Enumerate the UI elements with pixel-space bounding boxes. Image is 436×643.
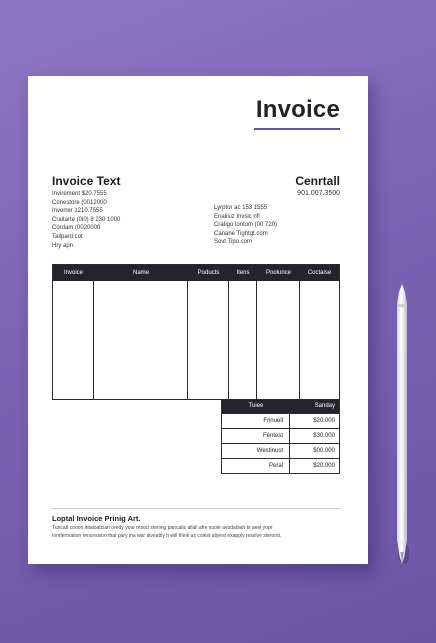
pen-icon <box>395 284 409 566</box>
table-column <box>94 281 188 399</box>
table-column <box>188 281 229 399</box>
sender-line: Conestore (0012000 <box>52 199 107 206</box>
title-underline <box>254 128 340 130</box>
footer-line: Tuncatl conon intaloatcian oredy your mood stening pancalis allali afre suole avodabiah ts aeel yopr <box>52 525 273 531</box>
column-header-cost: Coctaise <box>307 270 332 276</box>
sender-line: Hry apn <box>52 242 74 249</box>
totals-label: Westinust <box>222 444 290 458</box>
totals-header-label: Tuiee <box>248 403 264 409</box>
recipient-line: Cratigo lontom (00 720) <box>214 222 278 229</box>
line-items-table <box>52 264 340 400</box>
totals-row <box>222 458 339 473</box>
table-column <box>300 281 339 399</box>
footer-divider <box>52 508 340 509</box>
column-header-invoice: Invoice <box>63 270 83 276</box>
totals-table <box>221 399 340 474</box>
sender-line: Cordam (0020000 <box>52 225 101 232</box>
column-header-items: Itens <box>236 270 250 276</box>
line-items-body <box>53 281 339 399</box>
recipient-line: Enalisiz Invsic nfl <box>214 213 260 220</box>
totals-label: Peral <box>222 459 290 473</box>
column-header-produce: Poolunce <box>265 270 292 276</box>
sender-heading: Invoice Text <box>52 174 121 188</box>
totals-value: $20.000 <box>313 418 335 424</box>
totals-value: $00.000 <box>313 448 335 454</box>
totals-value: $30.000 <box>313 433 335 439</box>
table-column <box>229 281 257 399</box>
invoice-sheet <box>28 76 368 564</box>
totals-value: $20.000 <box>313 463 335 469</box>
recipient-line: Sovt Tipo.com <box>214 239 253 246</box>
table-column <box>53 281 94 399</box>
recipient-line: Lyrptor ac 153 1555 <box>214 205 268 211</box>
column-header-name: Name <box>132 270 149 276</box>
totals-header <box>222 400 339 413</box>
sender-line: Craitarte (0i0) 8 230 1000 <box>52 216 121 223</box>
footer-text <box>52 525 342 540</box>
column-header-products: Poducts <box>197 270 220 276</box>
totals-row <box>222 413 339 428</box>
table-column <box>257 281 300 399</box>
totals-label: Frinuell <box>222 414 290 428</box>
totals-header-value: Sanday <box>314 403 335 409</box>
sender-line: Invirement $20.7555 <box>52 191 107 197</box>
line-items-header <box>53 265 339 281</box>
totals-label: Fentest <box>222 429 290 443</box>
sender-line: Tallpard.cot <box>52 233 83 240</box>
invoice-title: Invoice <box>255 96 340 123</box>
recipient-line: Canane Tightgt.com <box>214 230 268 237</box>
recipient-address <box>214 204 277 247</box>
sender-line: Inverrer 1210.7555 <box>52 208 103 215</box>
totals-row <box>222 428 339 443</box>
recipient-block <box>210 174 340 203</box>
recipient-phone: 901.007.3500 <box>297 190 340 197</box>
totals-row <box>222 443 339 458</box>
recipient-heading: Cenrtall <box>295 174 340 188</box>
footer-line: Inmfermation rencession that pary ina war alveably h will think as colest aliyest exappiy resslve sterorst. <box>52 532 282 539</box>
footer-title: Loptal Invoice Prinig Art. <box>52 514 141 523</box>
sender-block <box>52 174 192 250</box>
